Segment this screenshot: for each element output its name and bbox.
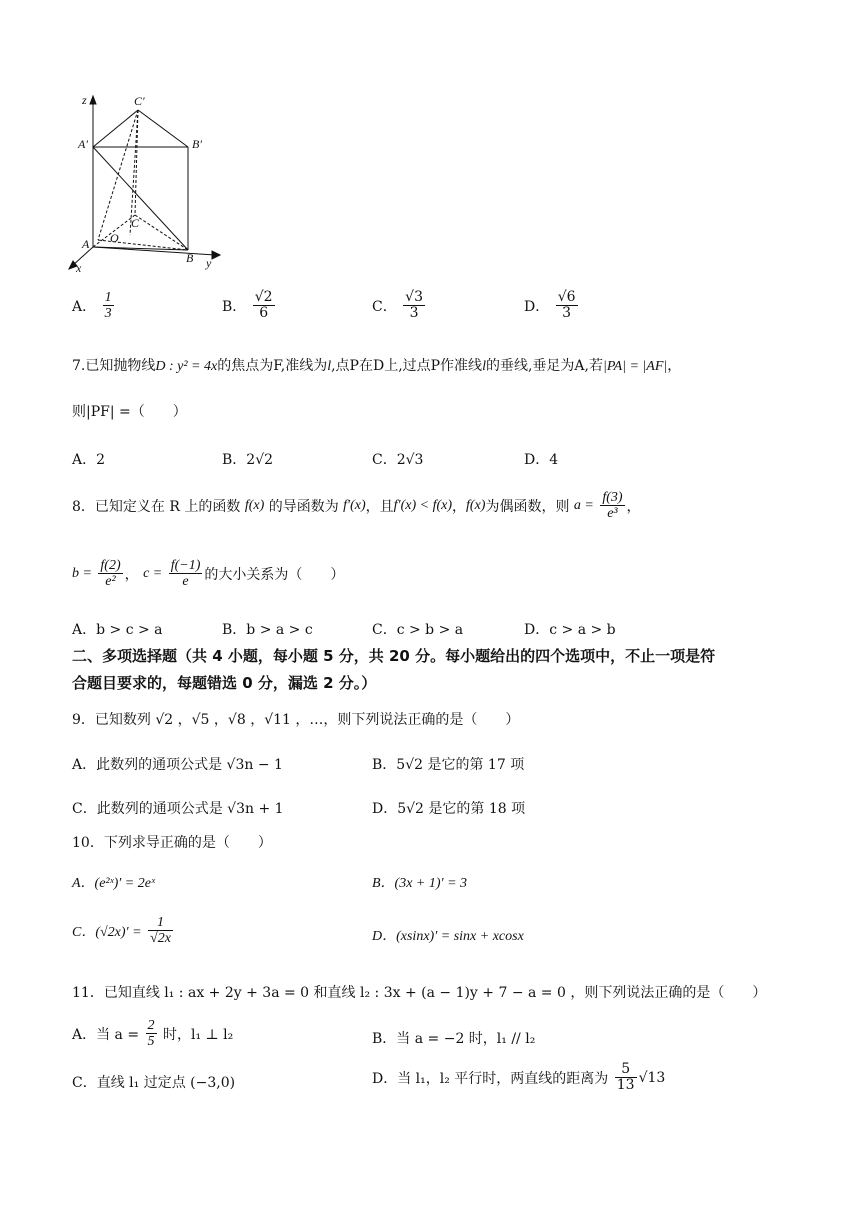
q7-foot-text: 的垂线,垂足为A,若	[485, 358, 603, 374]
q7-directrix-l2: l	[482, 359, 486, 374]
q10-option-c-num: 1	[148, 915, 173, 931]
label-z: z	[82, 93, 87, 107]
q7-comma: ，	[667, 358, 682, 374]
q7-directrix-l: l	[327, 359, 332, 374]
q7-condition: |PA| = |AF|	[602, 359, 668, 374]
q10-option-c[interactable]	[72, 915, 175, 947]
q6-option-den: 3	[104, 306, 112, 322]
q11-option-b[interactable]: B．当 a = −2 时，l₁ // l₂	[372, 1031, 536, 1047]
q8-stem-line1	[72, 490, 641, 522]
q8-option-d[interactable]: D．c > a > b	[524, 622, 616, 638]
q10-option-c-den: √2x	[150, 931, 171, 947]
q8-text-c: 的导函数为	[268, 498, 339, 515]
q6-option-letter: B．	[222, 298, 247, 315]
y-axis	[93, 247, 215, 255]
label-o: O	[110, 231, 119, 245]
q6-option-num: √2	[254, 289, 273, 305]
q7-prefix: 7.已知抛物线	[72, 358, 156, 374]
q7-option-a[interactable]: A．2	[72, 452, 106, 468]
q7-focus-text: 的焦点为F,准线为	[217, 358, 328, 374]
q10-option-b[interactable]: B．(3x + 1)′ = 3	[372, 876, 468, 891]
q10-option-c-prefix: C．(√2x)′ =	[72, 924, 142, 940]
q11-option-d[interactable]	[372, 1062, 665, 1094]
q7-stem-line2: 则|PF| =（ ）	[72, 404, 187, 420]
q8-a-den: e³	[607, 506, 618, 522]
q11-option-d-den: 13	[616, 1077, 635, 1094]
q7-stem-line1	[72, 355, 681, 375]
q6-option-d[interactable]	[524, 290, 580, 322]
y-axis-arrow	[212, 251, 220, 259]
q8-stem-line2	[72, 558, 344, 590]
q6-option-letter: D．	[524, 298, 550, 315]
q6-option-a[interactable]	[72, 290, 116, 322]
q8-c-eq: c =	[143, 565, 163, 581]
label-a-prime: A′	[78, 137, 88, 151]
q11-option-a-den: 5	[147, 1034, 155, 1050]
q7-option-b[interactable]: B．2√2	[222, 452, 274, 468]
q9-option-c[interactable]: C．此数列的通项公式是 √3n + 1	[72, 801, 284, 817]
q8-sep: ，	[124, 566, 139, 583]
q8-line1-end: ，	[626, 498, 641, 515]
q9-option-a[interactable]: A．此数列的通项公式是 √3n − 1	[72, 757, 283, 773]
label-c-prime: C′	[134, 94, 145, 108]
segment-aprime-b	[93, 147, 188, 250]
q7-option-c[interactable]: C．2√3	[372, 452, 424, 468]
q8-text-i: 为偶函数，则	[485, 498, 570, 515]
q6-option-num: √3	[405, 289, 423, 305]
q8-c-den: e	[182, 574, 189, 590]
prism-figure	[60, 90, 230, 280]
q8-b-num: f(2)	[100, 558, 121, 573]
q11-option-a-num: 2	[147, 1018, 155, 1033]
q8-b-eq: b =	[72, 565, 92, 581]
q8-a-num: f(3)	[602, 490, 623, 505]
q8-fprime: f′(x)	[343, 497, 366, 513]
q8-option-a[interactable]: A．b > c > a	[72, 622, 163, 638]
edge-aprime-cprime	[93, 110, 138, 147]
q8-text-a: 8．已知定义在 R 上的函数	[72, 498, 241, 515]
q8-a-eq: a =	[573, 497, 594, 513]
q7-parabola-expr: D : y² = 4x	[155, 359, 218, 374]
q6-option-c[interactable]	[372, 290, 427, 322]
q8-option-b[interactable]: B．b > a > c	[222, 622, 313, 638]
q11-option-c[interactable]: C．直线 l₁ 过定点 (−3,0)	[72, 1075, 236, 1091]
q8-fx: f(x)	[244, 497, 265, 513]
q6-option-den: 6	[259, 305, 269, 322]
label-b: B	[186, 251, 194, 265]
q11-option-a-prefix: A．当 a =	[72, 1026, 140, 1043]
label-y: y	[206, 256, 212, 270]
q8-option-c[interactable]: C．c > b > a	[372, 622, 464, 638]
q6-option-den: 3	[562, 305, 572, 322]
q8-fx-even: f(x)	[466, 497, 486, 513]
label-a: A	[82, 237, 90, 251]
q6-option-num: 1	[104, 290, 112, 305]
q6-option-b[interactable]	[222, 290, 277, 322]
q9-option-d[interactable]: D．5√2 是它的第 18 项	[372, 801, 526, 817]
q11-option-d-prefix: D．当 l₁，l₂ 平行时，两直线的距离为	[372, 1070, 609, 1087]
q11-stem: 11．已知直线 l₁ : ax + 2y + 3a = 0 和直线 l₂ : 3x + (a − 1)y + 7 − a = 0 ，则下列说法正确的是（ ）	[72, 985, 767, 1001]
q8-text-g: ，	[452, 498, 467, 515]
q11-option-d-num: 5	[615, 1062, 637, 1078]
q6-option-den: 3	[409, 305, 419, 322]
q8-inequality: f′(x) < f(x)	[393, 497, 453, 513]
section2-heading-line2: 合题目要求的，每题错选 0 分，漏选 2 分。）	[72, 674, 377, 692]
label-c: C	[131, 216, 140, 230]
q8-b-den: e²	[105, 574, 116, 590]
section2-heading-line1: 二、多项选择题（共 4 小题，每小题 5 分，共 20 分。每小题给出的四个选项中，不止一项是符	[72, 647, 716, 665]
z-axis-arrow	[90, 96, 96, 104]
q7-option-d[interactable]: D．4	[524, 452, 559, 468]
q8-text-e: ，且	[365, 498, 394, 515]
label-x: x	[76, 261, 82, 275]
q6-option-num: √6	[557, 289, 576, 305]
q7-point-text: ,点P在D上,过点P作准线	[331, 358, 483, 374]
q8-c-num: f(−1)	[170, 558, 201, 573]
edge-cprime-bprime	[138, 110, 188, 147]
q9-option-b[interactable]: B．5√2 是它的第 17 项	[372, 757, 525, 773]
q10-option-d[interactable]: D．(xsinx)′ = sinx + xcosx	[372, 929, 524, 944]
q11-option-a-suffix: 时，l₁ ⊥ l₂	[163, 1026, 234, 1043]
q9-stem: 9．已知数列 √2 ，√5 ，√8 ，√11 ，…，则下列说法正确的是（ ）	[72, 712, 520, 728]
q10-stem: 10．下列求导正确的是（ ）	[72, 835, 272, 851]
q10-option-a[interactable]: A．(e²ˣ)′ = 2eˣ	[72, 876, 155, 891]
q6-option-letter: A．	[72, 298, 97, 315]
q11-option-d-suffix: √13	[638, 1069, 666, 1086]
q11-option-a[interactable]	[72, 1018, 233, 1050]
label-b-prime: B′	[192, 137, 202, 151]
q6-option-letter: C．	[372, 298, 397, 315]
q8-line2-end: 的大小关系为（ ）	[204, 566, 345, 583]
